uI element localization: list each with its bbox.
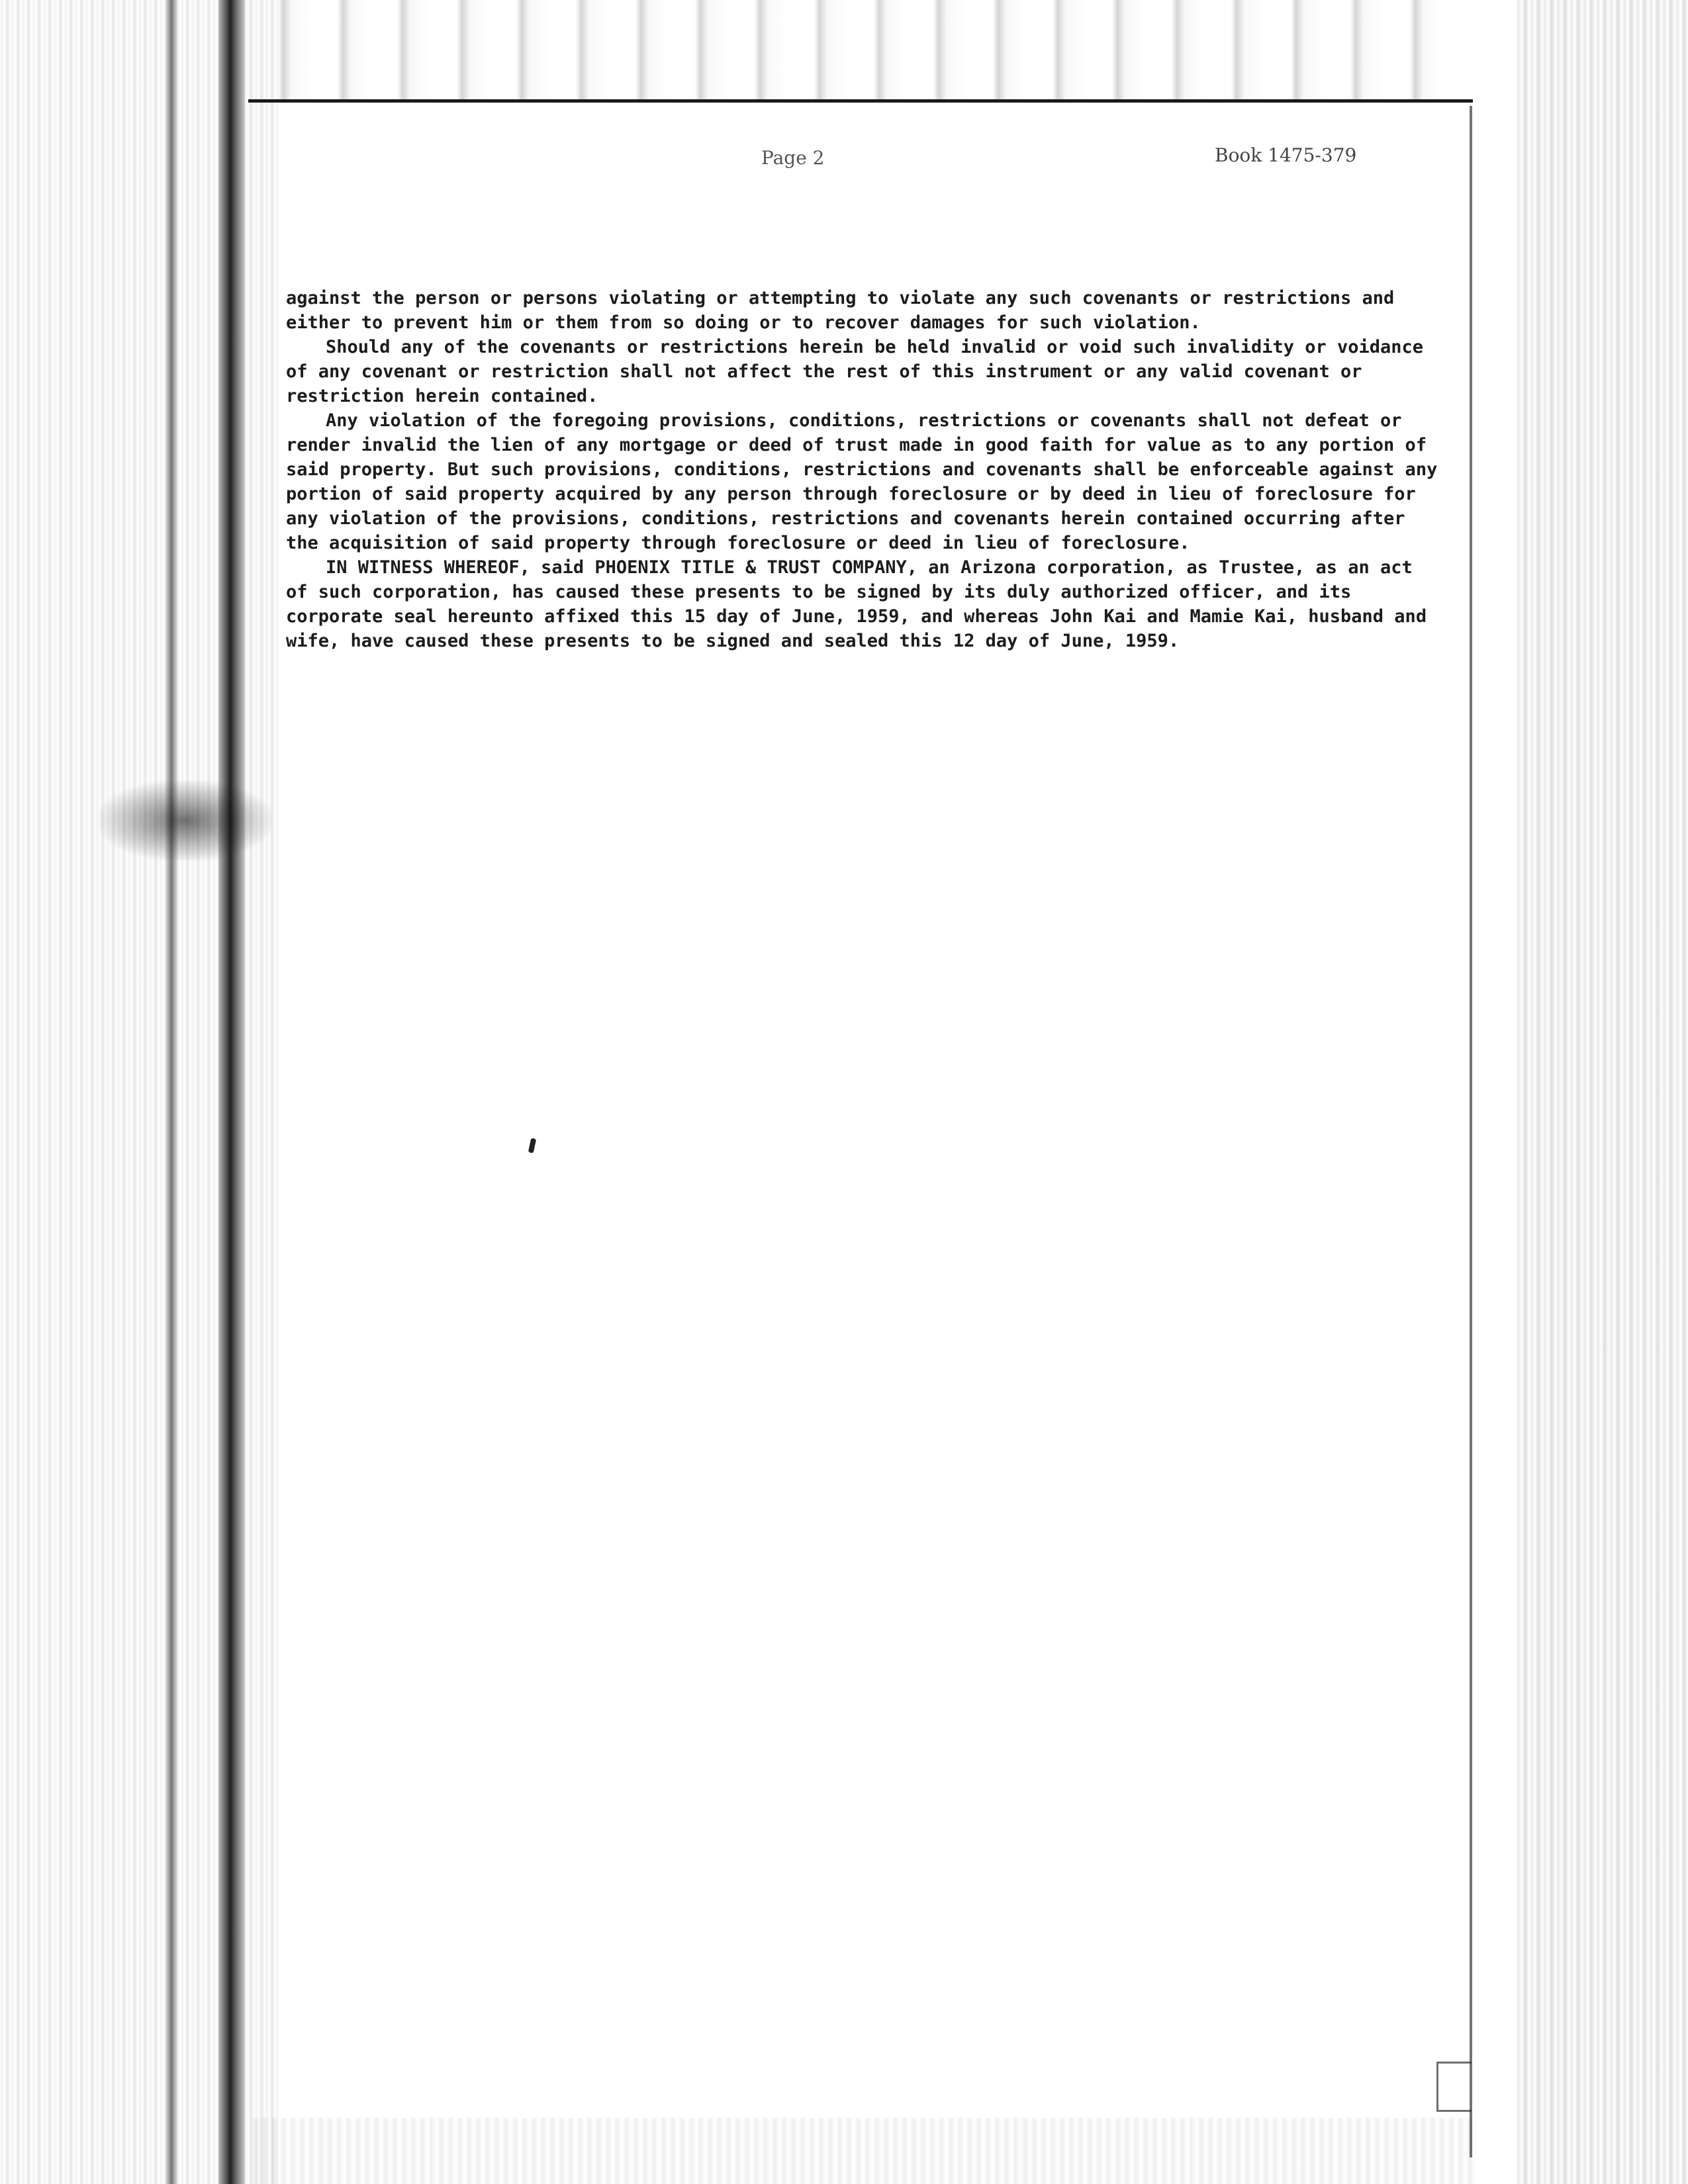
paragraph-mortgage-clause: Any violation of the foregoing provisions, conditions, restrictions or covenants shall not defeat or render invalid the lien of any mortgage or deed of trust made in good faith for value as to any portion of said property. But such provisions, conditions, restrictions and covenants shall be enforceable against any portion of said property acquired by any person through foreclosure or by deed in lieu of foreclosure for any violation of the provisions, conditions, restrictions and covenants herein contained occurring after the acquisition of said property through foreclosure or deed in lieu of foreclosure.	[286, 410, 1448, 553]
scan-right-border-line	[1470, 106, 1472, 2158]
paragraph-invalidity-clause: Should any of the covenants or restrictions herein be held invalid or void such invalidity or voidance of any covenant or restriction shall not affect the rest of this instrument or any valid covenant or restriction herein contained.	[286, 337, 1434, 406]
scan-smudge	[99, 781, 271, 860]
scan-corner-mark	[1436, 2062, 1472, 2112]
book-reference: Book 1475-379	[1215, 144, 1357, 166]
scan-top-rule	[248, 99, 1473, 103]
scan-left-binding-shadow	[218, 0, 245, 2184]
scan-left-shadow-line	[165, 0, 177, 2184]
scan-right-edge-noise	[1516, 0, 1688, 2184]
scan-top-noise-band	[252, 0, 1456, 99]
scan-bottom-noise-band	[252, 2118, 1476, 2184]
document-body	[286, 286, 1448, 653]
paragraph-continuation: against the person or persons violating or attempting to violate any such covenants or restrictions and either to prevent him or them from so doing or to recover damages for such violation.	[286, 288, 1405, 333]
scan-ink-speck	[528, 1138, 536, 1153]
paragraph-witness-clause: IN WITNESS WHEREOF, said PHOENIX TITLE & TRUST COMPANY, an Arizona corporation, as Trustee, as an act of such corporation, has caused these presents to be signed by its duly authorized officer, and its corporate seal hereunto affixed this 15 day of June, 1959, and whereas John Kai and Mamie Kai, husband and wife, have caused these presents to be signed and sealed this 12 day of June, 1959.	[286, 557, 1438, 651]
page-number-label: Page 2	[761, 147, 825, 169]
